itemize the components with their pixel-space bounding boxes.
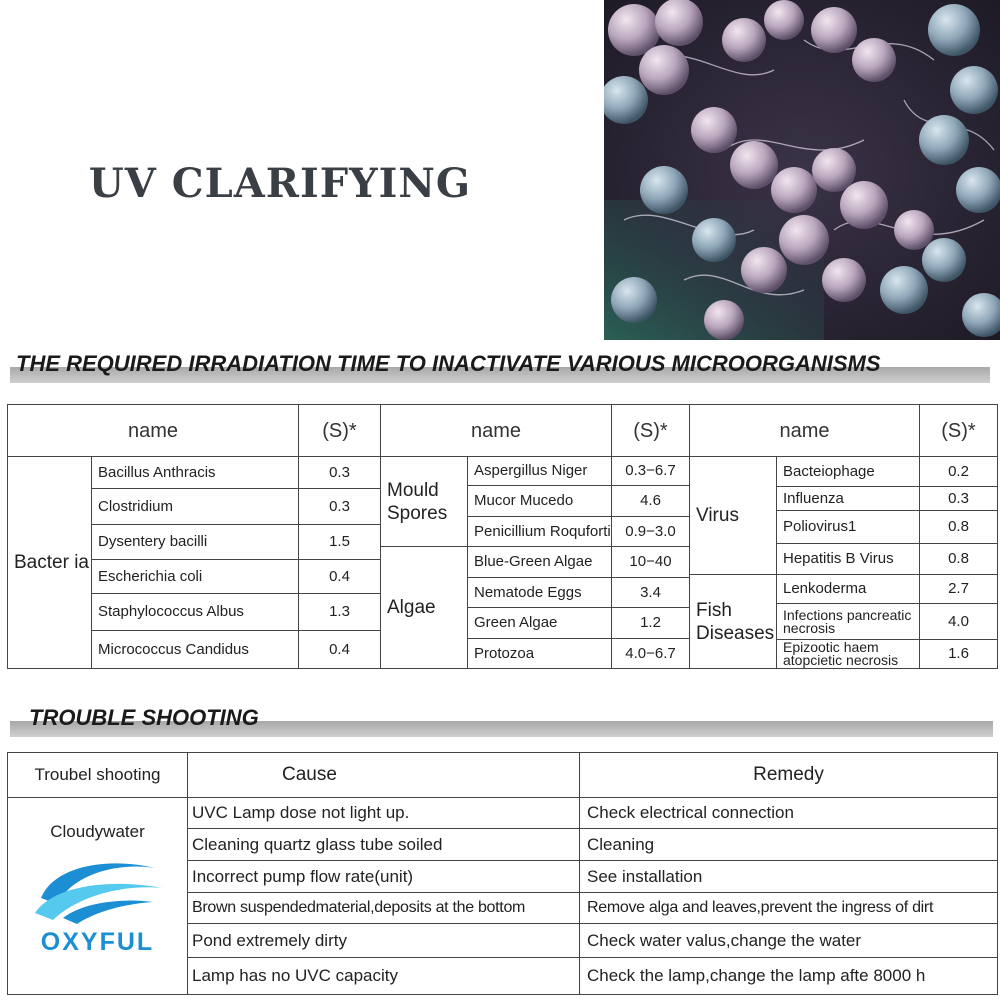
header-name: name <box>7 404 299 457</box>
category-bacteria: Bacter ia <box>7 456 92 669</box>
problem-label: Cloudywater <box>50 822 145 841</box>
organism-value: 0.4 <box>298 559 381 594</box>
category-virus: Virus <box>689 456 777 575</box>
header-seconds: (S)* <box>298 404 381 457</box>
cause-cell: UVC Lamp dose not light up. <box>187 797 580 829</box>
organism-name: Hepatitis B Virus <box>776 543 920 575</box>
cause-cell: Lamp has no UVC capacity <box>187 957 580 995</box>
organism-value: 4.0 <box>919 603 998 640</box>
remedy-cell: Check water valus,change the water <box>579 923 998 958</box>
organism-name: Influenza <box>776 486 920 511</box>
organism-value: 0.3 <box>298 488 381 525</box>
organism-name: Dysentery bacilli <box>91 524 299 560</box>
category-fish-diseases: Fish Diseases <box>689 574 777 669</box>
header-name: name <box>689 404 920 457</box>
remedy-cell: Check electrical connection <box>579 797 998 829</box>
remedy-cell: Remove alga and leaves,prevent the ingress of dirt <box>579 892 998 924</box>
organism-name: Blue-Green Algae <box>467 546 612 578</box>
remedy-cell: See installation <box>579 860 998 893</box>
organism-value: 3.4 <box>611 577 690 608</box>
header-seconds: (S)* <box>611 404 690 457</box>
organism-value: 0.8 <box>919 543 998 575</box>
category-algae: Algae <box>380 546 468 669</box>
organism-value: 0.3 <box>919 486 998 511</box>
organism-name: Escherichia coli <box>91 559 299 594</box>
organism-name: Bacteiophage <box>776 456 920 487</box>
organism-name: Nematode Eggs <box>467 577 612 608</box>
organism-value: 10−40 <box>611 546 690 578</box>
organism-value: 1.5 <box>298 524 381 560</box>
organism-name: Mucor Mucedo <box>467 485 612 517</box>
organism-value: 2.7 <box>919 574 998 604</box>
section-title-trouble-shooting: TROUBLE SHOOTING <box>29 705 259 730</box>
organism-value: 0.9−3.0 <box>611 516 690 547</box>
page-title: UV CLARIFYING <box>88 160 472 207</box>
organism-name: Micrococcus Candidus <box>91 630 299 669</box>
irradiation-table <box>7 404 998 669</box>
remedy-cell: Check the lamp,change the lamp afte 8000 h <box>579 957 998 995</box>
organism-name: Staphylococcus Albus <box>91 593 299 631</box>
remedy-cell: Cleaning <box>579 828 998 861</box>
organism-value: 0.3−6.7 <box>611 456 690 486</box>
organism-value: 1.6 <box>919 639 998 669</box>
trouble-shooting-table <box>7 752 998 995</box>
organism-value: 0.4 <box>298 630 381 669</box>
organism-name: Lenkoderma <box>776 574 920 604</box>
header-cause: Cause <box>187 752 580 798</box>
organism-name: Bacillus Anthracis <box>91 456 299 489</box>
organism-value: 4.6 <box>611 485 690 517</box>
organism-value: 1.3 <box>298 593 381 631</box>
cause-cell: Pond extremely dirty <box>187 923 580 958</box>
category-mould-spores: Mould Spores <box>380 456 468 547</box>
bacteria-microscope-image <box>604 0 1000 340</box>
cause-cell: Brown suspendedmaterial,deposits at the bottom <box>187 892 580 924</box>
organism-name: Aspergillus Niger <box>467 456 612 486</box>
organism-name: Green Algae <box>467 607 612 639</box>
organism-name: Poliovirus1 <box>776 510 920 544</box>
section-title-irradiation: THE REQUIRED IRRADIATION TIME TO INACTIVATE VARIOUS MICROORGANISMS <box>16 351 881 376</box>
cause-cell: Cleaning quartz glass tube soiled <box>187 828 580 861</box>
header-trouble: Troubel shooting <box>7 752 188 798</box>
header-name: name <box>380 404 612 457</box>
header-remedy: Remedy <box>579 752 998 798</box>
organism-name: Epizootic haem atopcietic necrosis <box>776 639 920 669</box>
brand-logo-text: OXYFUL <box>40 928 155 956</box>
problem-cell <box>7 797 188 995</box>
header-seconds: (S)* <box>919 404 998 457</box>
organism-value: 0.2 <box>919 456 998 487</box>
organism-name: Penicillium Roquforti <box>467 516 612 547</box>
organism-value: 1.2 <box>611 607 690 639</box>
organism-name: Protozoa <box>467 638 612 669</box>
organism-name: Clostridium <box>91 488 299 525</box>
organism-name: Infections pancreatic necrosis <box>776 603 920 640</box>
brand-logo-icon <box>23 858 173 928</box>
cause-cell: Incorrect pump flow rate(unit) <box>187 860 580 893</box>
organism-value: 4.0−6.7 <box>611 638 690 669</box>
organism-value: 0.3 <box>298 456 381 489</box>
organism-value: 0.8 <box>919 510 998 544</box>
